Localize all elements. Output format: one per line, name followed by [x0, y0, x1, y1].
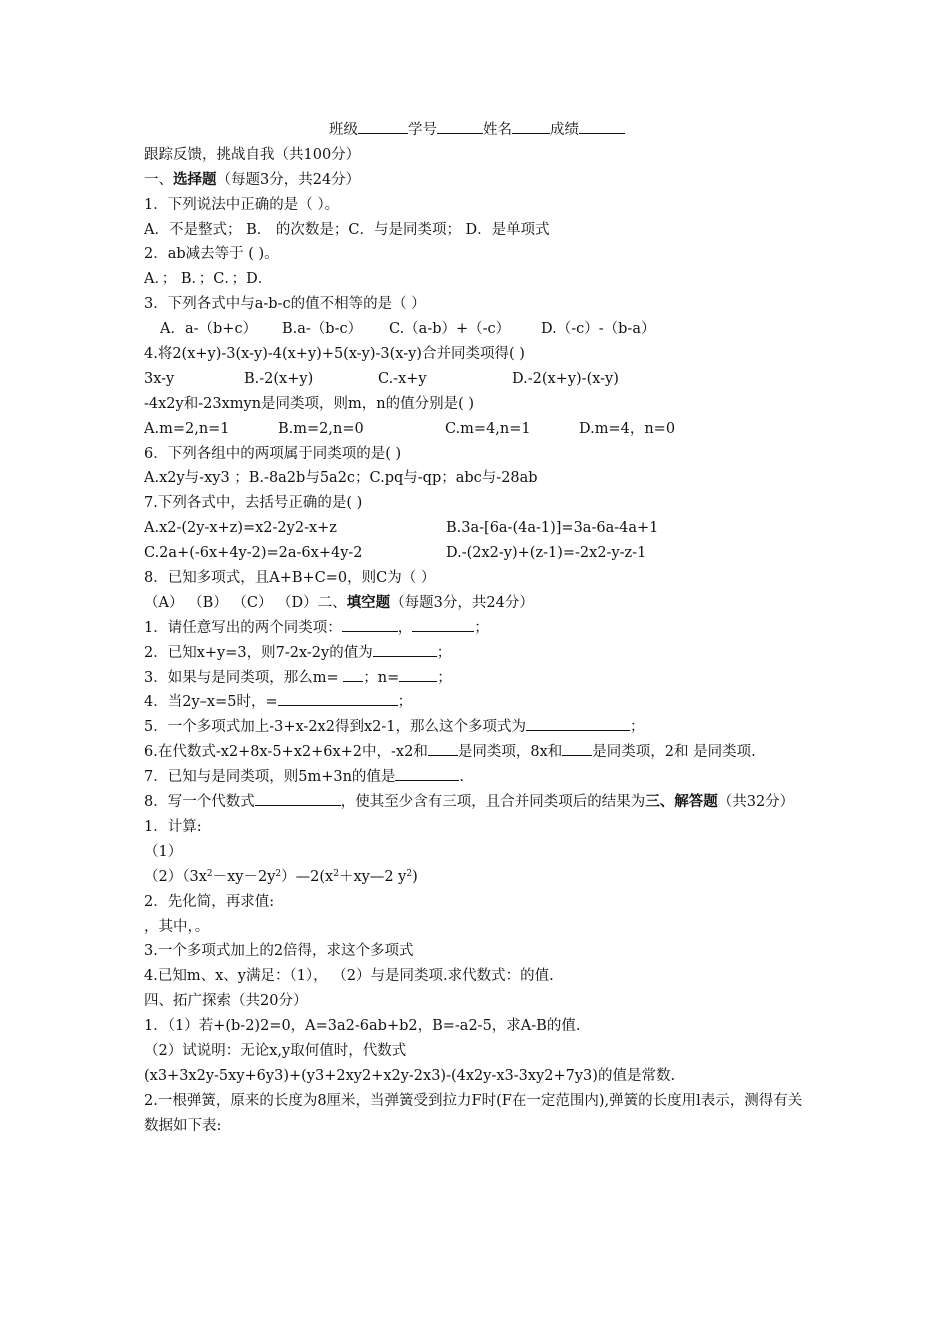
fill-3-blank-m[interactable]	[343, 666, 363, 682]
score-label: 成绩	[550, 122, 579, 138]
fill-8-and-section3-heading: 8．写一个代数式 ，使其至少含有三项，且合并同类项后的结果为三、解答题（共32分）	[144, 790, 810, 815]
fill-4-blank[interactable]	[278, 690, 398, 706]
fill-2-blank[interactable]	[373, 641, 437, 657]
fill-7: 7．已知与是同类项，则5m+3n的值是 .	[144, 765, 810, 790]
q6-stem: 6．下列各组中的两项属于同类项的是( )	[144, 445, 402, 462]
fill-7-blank[interactable]	[395, 765, 459, 781]
name-blank[interactable]	[512, 118, 550, 134]
q7-option-a: A.x2-(2y-x+z)=x2-2y2-x+z	[144, 520, 337, 537]
q3-option-b: B.a-（b-c）	[282, 321, 363, 338]
fill-8-blank[interactable]	[255, 790, 341, 806]
q4-option-d: D.-2(x+y)-(x-y)	[512, 370, 619, 387]
class-blank[interactable]	[358, 118, 408, 134]
intro-text: 跟踪反馈，挑战自我（共100分）	[144, 146, 361, 163]
answer-1-stem: 1．计算:	[144, 818, 202, 835]
section-fill-heading: 填空题	[346, 593, 391, 611]
q3-stem: 3．下列各式中与a-b-c的值不相等的是（ ）	[144, 296, 426, 313]
answer-1-part-2: $(2)(3x^2-xy-2y^2)—2(x^2+xy—2$ $y^2$)	[144, 868, 418, 885]
worksheet-page	[144, 118, 810, 1139]
q6-options: A.x2y与-xy3 ；B.-8a2b与5a2c；C.pq与-qp；abc与-28ab	[144, 470, 538, 487]
answer-4: 4.已知m、x、y满足：（1）， （2）与是同类项.求代数式：的值.	[144, 968, 554, 985]
q7-option-d: D.-(2x2-y)+(z-1)=-2x2-y-z-1	[446, 545, 647, 562]
name-label: 姓名	[483, 122, 512, 138]
q7-option-b: B.3a-[6a-(4a-1)]=3a-6a-4a+1	[446, 520, 659, 537]
answer-2-body: ，其中，。	[144, 918, 210, 935]
student-info-header	[144, 118, 810, 143]
q8-options-and-section2-heading: （A） （B） （C） （D）二、填空题（每题3分，共24分）	[144, 593, 534, 611]
q7-option-c: C.2a+(-6x+4y-2)=2a-6x+4y-2	[144, 545, 363, 562]
q5-option-a: A.m=2,n=1	[144, 420, 230, 437]
q5-options	[144, 417, 810, 442]
q4-options	[144, 367, 810, 392]
q8-options: （A） （B） （C） （D）	[144, 594, 318, 611]
fill-2: 2．已知x+y=3，则7-2x-2y的值为 ；	[144, 641, 810, 666]
fill-6: 6.在代数式-x2+8x-5+x2+6x+2中，-x2和 是同类项，8x和 是同类项，2和 是同类项.	[144, 740, 810, 765]
answer-3: 3.一个多项式加上的2倍得，求这个多项式	[144, 943, 414, 960]
explore-1-part-1: 1．（1）若+(b-2)2=0，A=3a2-6ab+b2，B=-a2-5，求A-B的值.	[144, 1018, 581, 1035]
q5-option-d: D.m=4，n=0	[579, 420, 676, 437]
fill-6-blank-1[interactable]	[428, 740, 458, 756]
q3-options	[144, 317, 810, 342]
fill-4: 4．当2y–x=5时，= ；	[144, 690, 810, 715]
explore-1-part-3: (x3+3x2y-5xy+6y3)+(y3+2xy2+x2y-2x3)-(4x2y-x3-3xy2+7y3)的值是常数.	[144, 1067, 676, 1084]
q5-stem: -4x2y和-23xmyn是同类项，则m，n的值分别是( )	[144, 395, 475, 412]
fill-5-blank[interactable]	[526, 715, 630, 731]
q5-option-b: B.m=2,n=0	[278, 420, 364, 437]
section-choice-heading: 一、选择题（每题3分，共24分）	[144, 170, 361, 188]
explore-1-part-2: （2）试说明：无论x,y取何值时，代数式	[144, 1042, 407, 1059]
q4-option-b: B.-2(x+y)	[244, 370, 314, 387]
q1-stem: 1．下列说法中正确的是（ ）。	[144, 196, 340, 213]
q4-stem: 4.将2(x+y)-3(x-y)-4(x+y)+5(x-y)-3(x-y)合并同类项得( )	[144, 346, 525, 363]
explore-2: 2.一根弹簧，原来的长度为8厘米，当弹簧受到拉力F时(F在一定范围内),弹簧的长度用l表示，测得有关数据如下表:	[144, 1092, 803, 1134]
id-label: 学号	[408, 122, 437, 138]
id-blank[interactable]	[437, 118, 483, 134]
q2-options: A．； B．；C．；D．	[144, 271, 273, 288]
q7-stem: 7.下列各式中，去括号正确的是( )	[144, 495, 363, 512]
q3-option-d: D.（-c）-（b-a）	[541, 321, 656, 338]
q1-options: A．不是整式； B． 的次数是；C．与是同类项； D．是单项式	[144, 221, 550, 238]
answer-2-stem: 2．先化简，再求值:	[144, 893, 275, 910]
fill-1: 1．请任意写出的两个同类项： ， ；	[144, 616, 810, 641]
class-label: 班级	[329, 122, 358, 138]
fill-3-blank-n[interactable]	[399, 666, 437, 682]
section-explore-heading: 四、拓广探索（共20分）	[144, 993, 308, 1010]
fill-6-blank-2[interactable]	[562, 740, 592, 756]
score-blank[interactable]	[579, 118, 625, 134]
answer-1-part-1: （1）	[144, 843, 183, 860]
fill-1-blank-1[interactable]	[342, 616, 398, 632]
fill-1-blank-2[interactable]	[412, 616, 474, 632]
section-answer-heading: 三、解答题	[645, 793, 718, 811]
q3-option-c: C.（a-b）+（-c）	[389, 321, 511, 338]
q4-option-a: 3x-y	[144, 370, 175, 387]
q8-stem: 8．已知多项式，且A+B+C=0，则C为（ ）	[144, 570, 436, 587]
q7-options-row1	[144, 516, 810, 541]
fill-5: 5．一个多项式加上-3+x-2x2得到x2-1，那么这个多项式为 ；	[144, 715, 810, 740]
fill-3: 3．如果与是同类项，那么m= ；n= ；	[144, 666, 810, 691]
q3-option-a: A．a-（b+c）	[160, 321, 258, 338]
q7-options-row2	[144, 541, 810, 566]
q4-option-c: C.-x+y	[378, 370, 427, 387]
q5-option-c: C.m=4,n=1	[445, 420, 531, 437]
q2-stem: 2．ab减去等于 ( )。	[144, 246, 279, 263]
